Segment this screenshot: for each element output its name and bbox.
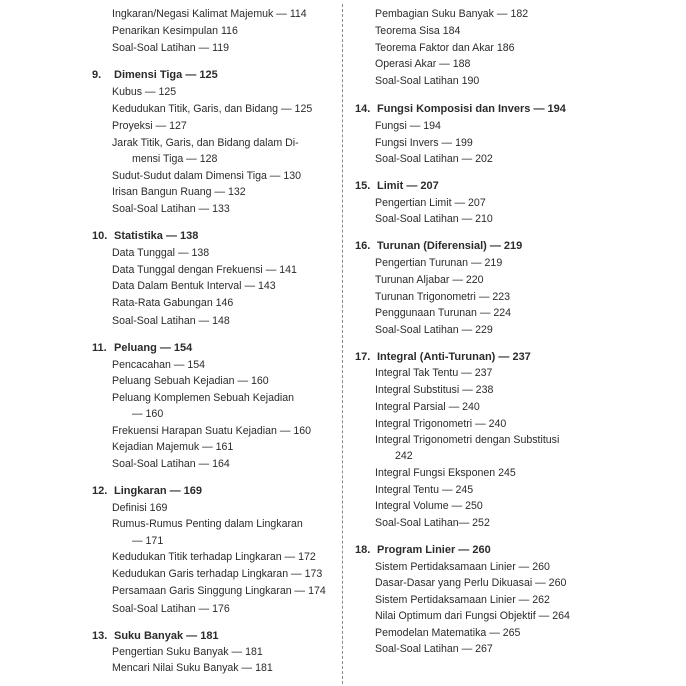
toc-entry: Data Dalam Bentuk Interval — 143: [112, 280, 276, 292]
toc-entry: Data Tunggal — 138: [112, 247, 210, 259]
toc-entry: Dasar-Dasar yang Perlu Dikuasai — 260: [375, 577, 567, 589]
toc-entry: Integral Tentu — 245: [375, 484, 474, 496]
chapter-heading: [92, 69, 218, 82]
chapter-heading: [92, 342, 192, 355]
toc-entry: Teorema Faktor dan Akar 186: [375, 42, 515, 54]
toc-entry: Pengertian Limit — 207: [375, 197, 486, 209]
toc-entry: Kedudukan Titik terhadap Lingkaran — 172: [112, 551, 316, 563]
toc-entry: Rumus-Rumus Penting dalam Lingkaran: [112, 518, 303, 530]
toc-entry: Peluang Sebuah Kejadian — 160: [112, 375, 269, 387]
toc-entry-continuation: 242: [395, 450, 413, 462]
toc-entry: Jarak Titik, Garis, dan Bidang dalam Di-: [112, 137, 299, 149]
chapter-title: Integral (Anti-Turunan) — 237: [377, 351, 531, 363]
chapter-number: 14.: [355, 103, 371, 115]
toc-entry: Data Tunggal dengan Frekuensi — 141: [112, 264, 297, 276]
chapter-number: 12.: [92, 485, 108, 497]
toc-entry: Irisan Bangun Ruang — 132: [112, 186, 246, 198]
toc-entry: Kejadian Majemuk — 161: [112, 441, 234, 453]
toc-entry: Teorema Sisa 184: [375, 25, 461, 37]
toc-entry: Sudut-Sudut dalam Dimensi Tiga — 130: [112, 170, 302, 182]
toc-entry: Soal-Soal Latihan — 210: [375, 213, 493, 225]
toc-entry: Integral Parsial — 240: [375, 401, 480, 413]
toc-entry: Kubus — 125: [112, 86, 177, 98]
toc-entry: Soal-Soal Latihan — 148: [112, 315, 230, 327]
chapter-title: Statistika — 138: [114, 230, 199, 242]
toc-entry: Soal-Soal Latihan — 229: [375, 324, 493, 336]
toc-entry: Fungsi — 194: [375, 120, 441, 132]
chapter-title: Suku Banyak — 181: [114, 630, 219, 642]
toc-entry: Soal-Soal Latihan — 202: [375, 153, 493, 165]
chapter-title: Program Linier — 260: [377, 544, 491, 556]
chapter-heading: [355, 544, 491, 557]
toc-entry: Soal-Soal Latihan — 164: [112, 458, 230, 470]
toc-entry: Ingkaran/Negasi Kalimat Majemuk — 114: [112, 8, 307, 20]
toc-entry: Integral Substitusi — 238: [375, 384, 494, 396]
toc-entry: Soal-Soal Latihan— 252: [375, 517, 490, 529]
chapter-number: 11.: [92, 342, 107, 354]
chapter-heading: [355, 180, 439, 193]
toc-entry: Soal-Soal Latihan — 267: [375, 643, 493, 655]
toc-entry: Soal-Soal Latihan — 119: [112, 42, 230, 54]
chapter-number: 13.: [92, 630, 108, 642]
toc-entry: Integral Trigonometri dengan Substitusi: [375, 434, 560, 446]
column-divider: [342, 4, 343, 684]
chapter-title: Dimensi Tiga — 125: [114, 69, 218, 81]
chapter-number: 18.: [355, 544, 371, 556]
toc-entry: Kedudukan Garis terhadap Lingkaran — 173: [112, 568, 323, 580]
toc-entry: Sistem Pertidaksamaan Linier — 260: [375, 561, 550, 573]
toc-entry: Penarikan Kesimpulan 116: [112, 25, 238, 37]
chapter-number: 16.: [355, 240, 371, 252]
toc-entry: Turunan Trigonometri — 223: [375, 291, 511, 303]
chapter-heading: [92, 230, 198, 243]
toc-entry: Sistem Pertidaksamaan Linier — 262: [375, 594, 550, 606]
toc-entry-continuation: — 171: [132, 535, 164, 547]
toc-entry: Soal-Soal Latihan — 133: [112, 203, 230, 215]
chapter-heading: [92, 485, 202, 498]
toc-entry-continuation: mensi Tiga — 128: [132, 153, 218, 165]
toc-entry: Peluang Komplemen Sebuah Kejadian: [112, 392, 294, 404]
toc-entry: Penggunaan Turunan — 224: [375, 307, 512, 319]
toc-entry: Frekuensi Harapan Suatu Kejadian — 160: [112, 425, 312, 437]
toc-entry-continuation: — 160: [132, 408, 164, 420]
chapter-heading: [355, 351, 531, 364]
toc-entry: Mencari Nilai Suku Banyak — 181: [112, 662, 273, 674]
chapter-heading: [92, 630, 219, 643]
toc-entry: Integral Trigonometri — 240: [375, 418, 507, 430]
toc-entry: Pembagian Suku Banyak — 182: [375, 8, 529, 20]
chapter-number: 15.: [355, 180, 371, 192]
chapter-title: Lingkaran — 169: [114, 485, 203, 497]
chapter-heading: [355, 103, 566, 116]
toc-entry: Rata-Rata Gabungan 146: [112, 297, 234, 309]
toc-entry: Pencacahan — 154: [112, 359, 206, 371]
chapter-number: 17.: [355, 351, 371, 363]
toc-entry: Soal-Soal Latihan 190: [375, 75, 480, 87]
chapter-title: Turunan (Diferensial) — 219: [377, 240, 523, 252]
toc-entry: Kedudukan Titik, Garis, dan Bidang — 125: [112, 103, 313, 115]
toc-entry: Pengertian Suku Banyak — 181: [112, 646, 263, 658]
chapter-title: Limit — 207: [377, 180, 439, 192]
toc-entry: Persamaan Garis Singgung Lingkaran — 174: [112, 585, 326, 597]
chapter-title: Peluang — 154: [114, 342, 193, 354]
toc-entry: Definisi 169: [112, 502, 168, 514]
chapter-title: Fungsi Komposisi dan Invers — 194: [377, 103, 566, 115]
toc-entry: Pemodelan Matematika — 265: [375, 627, 521, 639]
toc-entry: Turunan Aljabar — 220: [375, 274, 484, 286]
toc-entry: Pengertian Turunan — 219: [375, 257, 503, 269]
chapter-number: 10.: [92, 230, 108, 242]
toc-entry: Soal-Soal Latihan — 176: [112, 603, 230, 615]
chapter-number: 9.: [92, 69, 102, 81]
toc-entry: Integral Fungsi Eksponen 245: [375, 467, 516, 479]
toc-entry: Integral Tak Tentu — 237: [375, 367, 493, 379]
toc-entry: Proyeksi — 127: [112, 120, 187, 132]
toc-entry: Integral Volume — 250: [375, 500, 483, 512]
toc-entry: Nilai Optimum dari Fungsi Objektif — 264: [375, 610, 570, 622]
toc-entry: Fungsi Invers — 199: [375, 137, 473, 149]
toc-entry: Operasi Akar — 188: [375, 58, 471, 70]
chapter-heading: [355, 240, 522, 253]
